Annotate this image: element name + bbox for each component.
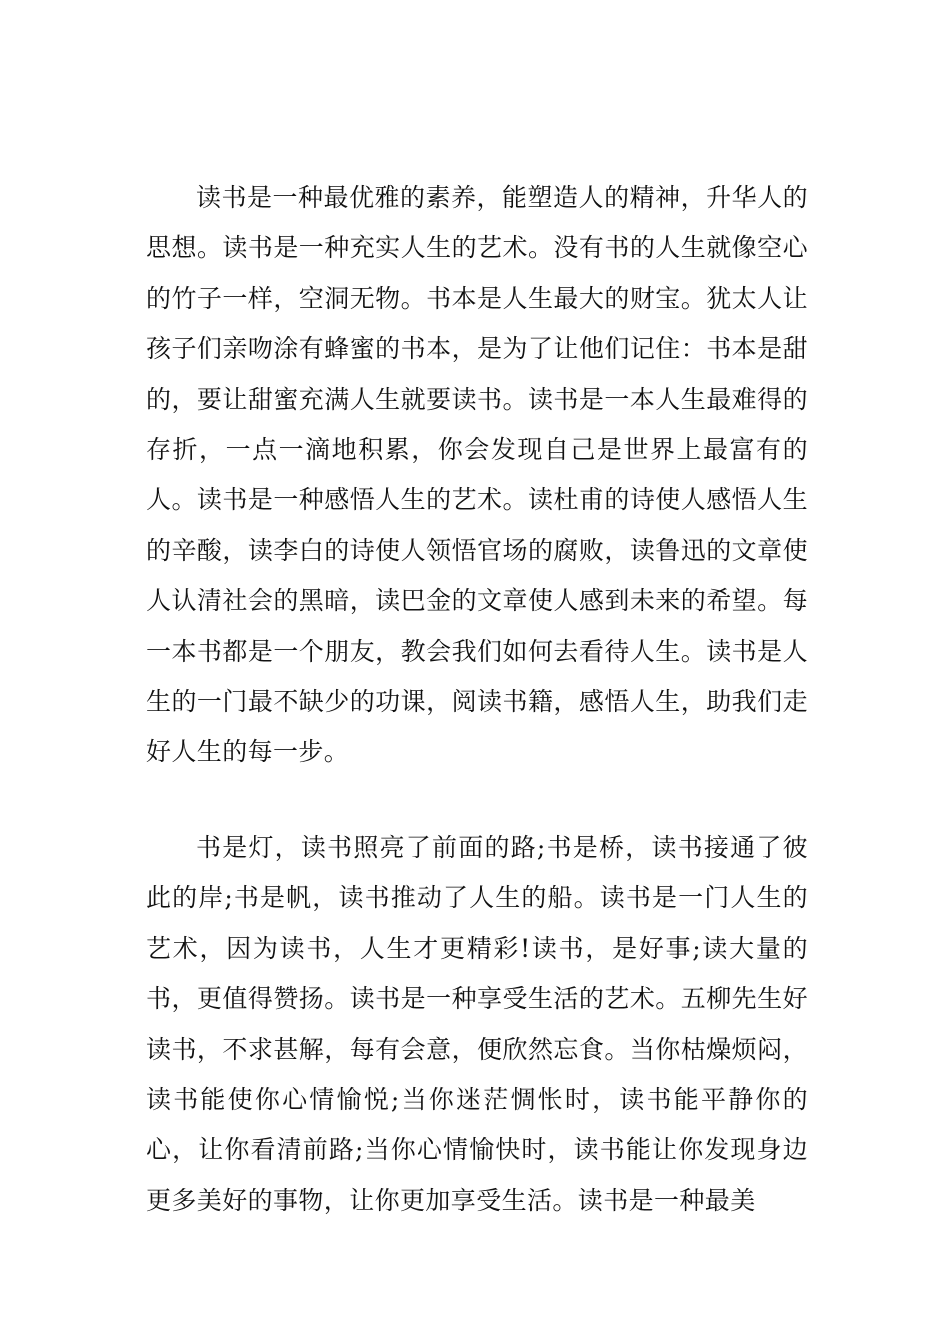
paragraph-book-is-lamp: 书是灯，读书照亮了前面的路;书是桥，读书接通了彼此的岸;书是帆，读书推动了人生的船。读书是一门人生的艺术，因为读书，人生才更精彩!读书，是好事;读大量的书，更值得赞扬。读书是一种享受生活的艺术。五柳先生好读书，不求甚解，每有会意，便欣然忘食。当你枯燥烦闷，读书能使你心情愉悦;当你迷茫惆怅时，读书能平静你的心，让你看清前路;当你心情愉快时，读书能让你发现身边更多美好的事物，让你更加享受生活。读书是一种最美 <box>146 833 808 1215</box>
paragraph-reading-elegance: 读书是一种最优雅的素养，能塑造人的精神，升华人的思想。读书是一种充实人生的艺术。没有书的人生就像空心的竹子一样，空洞无物。书本是人生最大的财宝。犹太人让孩子们亲吻涂有蜂蜜的书本，是为了让他们记住：书本是甜的，要让甜蜜充满人生就要读书。读书是一本人生最难得的存折，一点一滴地积累，你会发现自己是世界上最富有的人。读书是一种感悟人生的艺术。读杜甫的诗使人感悟人生的辛酸，读李白的诗使人领悟官场的腐败，读鲁迅的文章使人认清社会的黑暗，读巴金的文章使人感到未来的希望。每一本书都是一个朋友，教会我们如何去看待人生。读书是人生的一门最不缺少的功课，阅读书籍，感悟人生，助我们走好人生的每一步。 <box>146 183 808 767</box>
